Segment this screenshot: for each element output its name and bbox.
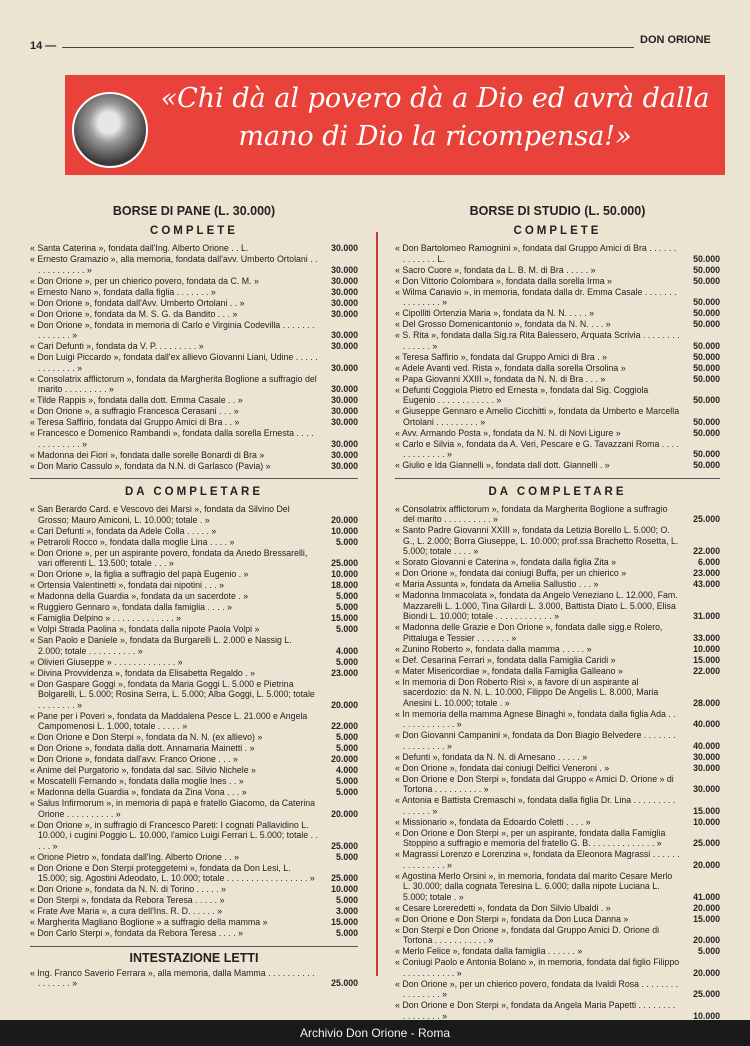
- entry-text: « Defunti Coggiola Pietro ed Ernesta », fondata dal Sig. Coggiola Eugenio . . . . . . . . . . . . »: [395, 384, 649, 405]
- entry-row: [395, 979, 720, 1000]
- entry-text: « Don Orione », per un chierico povero, fondata da C. M. »: [30, 275, 259, 286]
- entry-amount: 10.000: [331, 569, 358, 579]
- entry-text: « Don Orione e Don Sterpi », fondata da Angela Maria Papetti . . . . . . . . . . . . . . . . »: [395, 1000, 676, 1020]
- banner-quote: «Chi dà al povero dà a Dio ed avrà dalla mano di Dio la ricompensa!»: [160, 83, 710, 152]
- entry-amount: 50.000: [693, 395, 720, 405]
- entry-amount: 10.000: [693, 1010, 720, 1020]
- entry-amount: 30.000: [331, 417, 358, 427]
- entry-row: [395, 568, 720, 579]
- entry-text: « Don Sterpi e Don Orione », fondata dal Gruppo Amici D. Orione di Tortona . . . . . . . . . . . »: [395, 924, 660, 945]
- entry-row: [30, 679, 358, 711]
- entry-row: [30, 374, 358, 395]
- entry-row: [30, 928, 358, 939]
- entry-text: « Cesare Loreredetti », fondata da Don Silvio Ubaldi . »: [395, 902, 611, 913]
- entry-text: « Tilde Rappis », fondata dalla dott. Emma Casale . . »: [30, 395, 243, 405]
- entry-amount: 30.000: [331, 341, 358, 351]
- entry-text: « Don Luigi Piccardo », fondata dall'ex allievo Giovanni Liani, Udine . . . . . . . . . . . . . »: [30, 352, 318, 373]
- entry-list: [395, 504, 720, 1021]
- entry-amount: 5.000: [335, 895, 358, 905]
- entry-row: [30, 548, 358, 569]
- entry-row: [30, 743, 358, 754]
- entry-text: « Don Mario Cassulo », fondata da N.N. di Garlasco (Pavia) »: [30, 460, 271, 471]
- entry-amount: 50.000: [693, 427, 720, 438]
- entry-text: « Don Orione », fondata da M. S. G. da Bandito . . . »: [30, 308, 238, 319]
- entry-row: [395, 849, 720, 870]
- entry-list: [30, 504, 358, 939]
- entry-text: « Don Orione e Don Sterpi proteggetemi », fondata da Don Lesi, L. 15.000; sig. Agostini Adeodato, L. 10.000; totale . . . . . . . . . . . . . . . . . »: [30, 862, 315, 883]
- entry-row: [395, 243, 720, 264]
- entry-text: « Zunino Roberto », fondata dalla mamma . . . . . »: [395, 643, 592, 654]
- entry-row: [395, 590, 720, 622]
- entry-amount: 30.000: [331, 275, 358, 286]
- entry-row: [30, 657, 358, 668]
- entry-amount: 5.000: [335, 732, 358, 742]
- entry-amount: 25.000: [331, 978, 358, 988]
- entry-text: « Francesco e Domenico Rambandi », fondata dalla sorella Ernesta . . . . . . . . . . . . . »: [30, 428, 314, 449]
- entry-row: [30, 298, 358, 309]
- entry-amount: 50.000: [693, 264, 720, 275]
- entry-amount: 15.000: [693, 805, 720, 816]
- header-rule: [62, 47, 634, 48]
- right-column: [395, 200, 720, 1020]
- entry-amount: 28.000: [693, 697, 720, 708]
- entry-amount: 5.000: [335, 536, 358, 547]
- entry-amount: 30.000: [331, 449, 358, 460]
- section-divider: [30, 946, 358, 947]
- entry-row: [395, 925, 720, 946]
- entry-text: « Don Orione », per un aspirante povero, fondata da Anedo Bressarelli, vari offerenti L. 13.500; totale . . . »: [30, 547, 308, 568]
- entry-row: [395, 774, 720, 795]
- entry-text: « Adele Avanti ved. Rista », fondata dalla sorella Orsolina »: [395, 362, 626, 373]
- entry-row: [395, 677, 720, 709]
- entry-amount: 30.000: [331, 297, 358, 308]
- entry-row: [395, 871, 720, 903]
- entry-row: [395, 330, 720, 351]
- column-divider: [376, 232, 378, 976]
- entry-amount: 25.000: [331, 873, 358, 883]
- entry-amount: 20.000: [331, 808, 358, 819]
- entry-row: [30, 787, 358, 798]
- entry-amount: 43.000: [693, 579, 720, 589]
- entry-text: « Don Orione », fondata dai coniugi Buffa, per un chierico »: [395, 568, 627, 578]
- entry-row: [395, 644, 720, 655]
- entry-text: « Don Orione », fondata da N. N. di Torino . . . . . »: [30, 884, 226, 894]
- entry-amount: 10.000: [693, 643, 720, 654]
- entry-amount: 5.000: [335, 602, 358, 612]
- entry-row: [395, 308, 720, 319]
- entry-text: « Don Orione », fondata dall'avv. Franco Orione . . . »: [30, 754, 238, 764]
- entry-text: « Teresa Saffirio », fondata dal Gruppo Amici di Bra . »: [395, 351, 607, 362]
- entry-row: [395, 946, 720, 957]
- entry-amount: 50.000: [693, 319, 720, 329]
- entry-amount: 5.000: [335, 928, 358, 938]
- entry-amount: 30.000: [331, 308, 358, 319]
- entry-amount: 20.000: [693, 859, 720, 870]
- entry-row: [30, 287, 358, 298]
- section-divider: [30, 478, 358, 479]
- section-title: DA COMPLETARE: [488, 485, 627, 498]
- entry-row: [395, 406, 720, 427]
- entry-row: [395, 752, 720, 763]
- entry-row: [30, 591, 358, 602]
- entry-row: [395, 579, 720, 590]
- section-title: INTESTAZIONE LETTI: [129, 950, 259, 965]
- entry-amount: 5.000: [335, 591, 358, 601]
- entry-text: « Divina Provvidenza », fondata da Elisabetta Regaldo . »: [30, 667, 255, 678]
- entry-amount: 4.000: [335, 645, 358, 656]
- borse-studio-title: BORSE DI STUDIO (L. 50.000): [469, 204, 646, 218]
- entry-row: [30, 624, 358, 635]
- entry-row: [395, 730, 720, 751]
- entry-text: « Ruggiero Gennaro », fondata dalla famiglia . . . . »: [30, 602, 232, 612]
- entry-amount: 30.000: [331, 438, 358, 449]
- entry-row: [30, 461, 358, 472]
- entry-text: « Antonia e Battista Cremaschi », fondata dalla figlia Dr. Lina . . . . . . . . . . . . . . . »: [395, 795, 676, 816]
- entry-amount: 5.000: [335, 624, 358, 634]
- entry-amount: 20.000: [331, 699, 358, 710]
- entry-row: [30, 417, 358, 428]
- entry-text: « Don Orione », fondata dall'Avv. Umberto Ortolani . . »: [30, 297, 245, 308]
- entry-text: « Don Orione e Don Sterpi », fondata da N. N. (ex allievo) »: [30, 732, 263, 742]
- entry-text: « Don Orione », per un chierico povero, fondata da Ivaldi Rosa . . . . . . . . . . . . . . . . »: [395, 978, 679, 999]
- entry-text: « Sacro Cuore », fondata da L. B. M. di Bra . . . . . »: [395, 264, 596, 275]
- entry-row: [30, 668, 358, 679]
- entry-row: [30, 580, 358, 591]
- entry-text: « Ing. Franco Saverio Ferrara », alla memoria, dalla Mamma . . . . . . . . . . . . . . . . . »: [30, 967, 315, 988]
- entry-row: [30, 352, 358, 373]
- entry-text: « Don Sterpi », fondata da Rebora Teresa . . . . . »: [30, 895, 225, 905]
- entry-row: [395, 655, 720, 666]
- entry-row: [395, 795, 720, 816]
- entry-amount: 30.000: [331, 406, 358, 416]
- entry-row: [30, 276, 358, 287]
- entry-text: « Defunti », fondata da N. N. di Arnesano . . . . . »: [395, 751, 588, 762]
- entry-amount: 15.000: [331, 917, 358, 927]
- entry-amount: 50.000: [693, 253, 720, 264]
- entry-text: « S. Rita », fondata dalla Sig.ra Rita Balessero, Arquata Scrivia . . . . . . . . . . . . . . »: [395, 330, 680, 351]
- entry-row: [395, 374, 720, 385]
- entry-amount: 31.000: [693, 611, 720, 621]
- entry-amount: 5.000: [335, 776, 358, 786]
- entry-amount: 15.000: [331, 613, 358, 623]
- entry-amount: 50.000: [693, 373, 720, 384]
- entry-row: [30, 798, 358, 819]
- entry-text: « In memoria della mamma Agnese Binaghi », fondata dalla figlia Ada . . . . . . . . . . . . . »: [395, 708, 676, 729]
- entry-text: « Frate Ave Maria », a cura dell'Ins. R. D. . . . . . »: [30, 906, 223, 916]
- entry-amount: 25.000: [693, 514, 720, 524]
- entry-text: « Cari Defunti », fondata da Adele Colla . . . . . »: [30, 525, 217, 536]
- entry-row: [395, 957, 720, 978]
- entry-amount: 25.000: [331, 840, 358, 851]
- section-divider: [395, 478, 720, 479]
- entry-row: [395, 363, 720, 374]
- entry-amount: 22.000: [693, 546, 720, 556]
- entry-amount: 50.000: [693, 340, 720, 351]
- left-column: [30, 200, 358, 989]
- entry-row: [395, 666, 720, 677]
- entry-text: « Cipolliti Ortenzia Maria », fondata da N. N. . . . . »: [395, 308, 594, 318]
- entry-text: « Don Orione », la figlia a suffragio del papà Eugenio . »: [30, 569, 249, 579]
- entry-row: [30, 711, 358, 732]
- entry-amount: 30.000: [693, 751, 720, 762]
- entry-text: « Missionario », fondata da Edoardo Coletti . . . . »: [395, 816, 591, 827]
- entry-amount: 41.000: [693, 891, 720, 902]
- entry-row: [30, 765, 358, 776]
- entry-text: « San Berardo Card. e Vescovo dei Marsi », fondata da Silvino Del Grosso; Mauro Amiconi, L. 10.000; totale . »: [30, 504, 290, 525]
- entry-row: [395, 265, 720, 276]
- entry-text: « Santa Caterina », fondata dall'Ing. Alberto Orione . . L.: [30, 243, 249, 253]
- entry-amount: 5.000: [697, 946, 720, 956]
- entry-row: [395, 557, 720, 568]
- entry-row: [30, 602, 358, 613]
- entry-amount: 15.000: [693, 913, 720, 924]
- entry-row: [30, 776, 358, 787]
- entry-amount: 15.000: [693, 654, 720, 665]
- entry-amount: 10.000: [331, 884, 358, 894]
- entry-row: [395, 385, 720, 406]
- entry-row: [395, 709, 720, 730]
- entry-text: « Don Gaspare Goggi », fondata da Maria Goggi L. 5.000 e Pietrina Bolgarelli, L. 5.000; Rosina Serra, L. 5.000; Alba Goggi, L. 5.000; totale . . . . . . . . »: [30, 678, 315, 710]
- entry-text: « Def. Cesarina Ferrari », fondata dalla Famiglia Caridi »: [395, 654, 616, 665]
- entry-amount: 30.000: [331, 362, 358, 373]
- entry-amount: 30.000: [331, 395, 358, 405]
- entry-text: « Giulio e Ida Giannelli », fondata dall dott. Giannelli . »: [395, 460, 610, 470]
- entry-row: [30, 537, 358, 548]
- entry-amount: 5.000: [335, 787, 358, 797]
- entry-amount: 50.000: [693, 297, 720, 307]
- entry-row: [30, 863, 358, 884]
- portrait-photo: [72, 92, 148, 168]
- entry-text: « Olivieri Giuseppe » . . . . . . . . . . . . . »: [30, 656, 183, 667]
- entry-amount: 25.000: [693, 838, 720, 848]
- entry-text: « Wilma Canavio », in memoria, fondata dalla dr. Emma Casale . . . . . . . . . . . . . . . »: [395, 286, 677, 307]
- borse-pane-title: BORSE DI PANE (L. 30.000): [112, 204, 276, 218]
- entry-text: « Maria Assunta », fondata da Amelia Sallustio . . . »: [395, 579, 599, 589]
- entry-row: [30, 395, 358, 406]
- entry-row: [395, 763, 720, 774]
- entry-text: « Madonna dei Fiori », fondata dalle sorelle Bonardi di Bra »: [30, 449, 265, 460]
- entry-text: « Madonna delle Grazie e Don Orione », fondata dalle sigg.e Rolero, Pittaluga e Tessier . . . . . . . »: [395, 622, 663, 643]
- entry-row: [395, 903, 720, 914]
- entry-text: « Ernesto Nano », fondata dalla figlia . . . . . . . »: [30, 286, 216, 297]
- entry-text: « Consolatrix afflictorum », fondata da Margherita Boglione a suffragio del marito . . . . . . . . . . »: [395, 503, 668, 524]
- entry-list: [30, 243, 358, 471]
- entry-amount: 50.000: [693, 460, 720, 470]
- entry-text: « Don Bartolomeo Ramognini », fondata dal Gruppo Amici di Bra . . . . . . . . . . . . . L.: [395, 243, 677, 264]
- entry-amount: 20.000: [693, 935, 720, 945]
- entry-amount: 22.000: [331, 721, 358, 731]
- entry-text: « Volpi Strada Paolina », fondata dalla nipote Paola Volpi »: [30, 624, 260, 634]
- entry-text: « Don Carlo Sterpi », fondata da Rebora Teresa . . . . »: [30, 928, 244, 938]
- entry-text: « Don Orione », a suffragio Francesca Cerasani . . . »: [30, 406, 239, 416]
- entry-amount: 30.000: [693, 762, 720, 773]
- entry-amount: 50.000: [693, 275, 720, 286]
- entry-text: « Don Vittorio Colombara », fondata dalla sorella Irma »: [395, 275, 612, 286]
- entry-text: « Don Orione e Don Sterpi », fondata da Don Luca Danna »: [395, 913, 629, 924]
- entry-text: « Papa Giovanni XXIII », fondata da N. N. di Bra . . . »: [395, 373, 606, 384]
- entry-text: « Don Orione », fondata dai coniugi Delfici Veneroni . »: [395, 762, 610, 773]
- entry-row: [395, 525, 720, 557]
- entry-row: [30, 852, 358, 863]
- entry-text: « Magrassi Lorenzo e Lorenzina », fondata da Eleonora Magrassi . . . . . . . . . . . . . . . »: [395, 849, 680, 870]
- entry-amount: 50.000: [693, 351, 720, 362]
- entry-amount: 25.000: [331, 558, 358, 568]
- entry-text: « Ortensia Valentinetti », fondata dai nipotini . . . »: [30, 580, 224, 590]
- entry-amount: 22.000: [693, 665, 720, 676]
- entry-row: [30, 504, 358, 525]
- entry-text: « Cari Defunti », fondata da V. P. . . . . . . . . »: [30, 341, 204, 351]
- section-title: COMPLETE: [513, 225, 602, 237]
- entry-text: « Madonna Immacolata », fondata da Angelo Veneziano L. 12.000, Fam. Mazzarelli L. 1.000, Tina Gilardi L. 3.000, Battista Diato L. 5.000, Elisa Biondi L. 10.000; totale . . . . . . . . . . . . »: [395, 590, 678, 621]
- entry-amount: 5.000: [335, 656, 358, 667]
- entry-amount: 30.000: [331, 384, 358, 394]
- entry-text: « Ernesto Gramazio », alla memoria, fondata dall'avv. Umberto Ortolani . . . . . . . . . . . . »: [30, 254, 318, 275]
- entry-row: [30, 254, 358, 275]
- entry-amount: 50.000: [693, 308, 720, 318]
- entry-text: « Mater Misericordiae », fondata dalla Famiglia Galleano »: [395, 665, 623, 676]
- entry-amount: 4.000: [335, 765, 358, 775]
- entry-amount: 50.000: [693, 416, 720, 427]
- entry-row: [30, 884, 358, 895]
- entry-amount: 23.000: [693, 568, 720, 578]
- entry-row: [30, 917, 358, 928]
- section-title: COMPLETE: [150, 225, 238, 237]
- entry-row: [30, 406, 358, 417]
- entry-row: [395, 287, 720, 308]
- entry-text: « Carlo e Silvia », fondata da A. Veri, Pescare e G. Tavazzani Roma . . . . . . . . . . . . . »: [395, 438, 679, 459]
- entry-amount: 50.000: [693, 449, 720, 459]
- entry-text: « Don Orione e Don Sterpi », per un aspirante, fondata dalla Famiglia Stoppino a suffragio e memoria del fratello G. B. . . . . . . . . . . . . . »: [395, 827, 666, 848]
- entry-row: [30, 428, 358, 449]
- entry-amount: 5.000: [335, 851, 358, 862]
- entry-row: [30, 569, 358, 580]
- entry-row: [395, 828, 720, 849]
- entry-row: [395, 817, 720, 828]
- entry-row: [395, 460, 720, 471]
- entry-amount: 30.000: [331, 286, 358, 297]
- entry-amount: 20.000: [693, 902, 720, 913]
- entry-row: [30, 820, 358, 852]
- entry-text: « Don Orione », fondata dalla dott. Annamaria Mainetti . »: [30, 743, 255, 753]
- entry-row: [395, 428, 720, 439]
- magazine-name: DON ORIONE: [640, 34, 711, 46]
- entry-text: « Madonna della Guardia », fondata da un sacerdote . »: [30, 591, 249, 601]
- entry-text: « Sorato Giovanni e Caterina », fondata dalla figlia Zita »: [395, 557, 617, 567]
- entry-row: [395, 504, 720, 525]
- entry-row: [395, 622, 720, 643]
- section-title: DA COMPLETARE: [124, 486, 264, 498]
- page-number: 14 —: [30, 40, 57, 52]
- entry-text: « Don Orione e Don Sterpi », fondata dal Gruppo « Amici D. Orione » di Tortona . . . . . . . . . . »: [395, 773, 674, 794]
- entry-text: « Don Orione », fondata in memoria di Carlo e Virginia Codevilla . . . . . . . . . . . . . . »: [30, 319, 315, 340]
- entry-amount: 10.000: [693, 816, 720, 827]
- entry-text: « Merlo Felice », fondata dalla famiglia . . . . . . »: [395, 946, 583, 956]
- entry-text: « Anime del Purgatorio », fondata dal sac. Silvio Nichele »: [30, 765, 256, 775]
- entry-amount: 30.000: [331, 460, 358, 471]
- entry-row: [30, 613, 358, 624]
- entry-row: [30, 450, 358, 461]
- entry-amount: 23.000: [331, 667, 358, 678]
- entry-row: [30, 732, 358, 743]
- entry-text: « Giuseppe Gennaro e Amelio Cicchitti », fondata da Umberto e Marcella Ortolani . . . . . . . . . »: [395, 406, 680, 427]
- entry-text: « Teresa Saffirio, fondata dal Gruppo Amici di Bra . . »: [30, 417, 240, 427]
- entry-text: « Don Orione », in suffragio di Francesco Pareti: I cognati Pallavidino L. 10.000, i cugini Poggio L. 10.000, l'amico Luigi Ferrari L. 5.000; totale . . . . . »: [30, 819, 318, 851]
- entry-amount: 40.000: [693, 740, 720, 751]
- entry-amount: 10.000: [331, 525, 358, 536]
- entry-row: [30, 635, 358, 656]
- entry-row: [395, 352, 720, 363]
- entry-amount: 25.000: [693, 989, 720, 999]
- entry-row: [30, 341, 358, 352]
- entry-row: [395, 439, 720, 460]
- entry-amount: 30.000: [331, 264, 358, 275]
- entry-text: « Consolatrix afflictorum », fondata da Margherita Boglione a suffragio del marito . . . . . . . . . »: [30, 373, 317, 394]
- entry-text: « Santo Padre Giovanni XXIII », fondata da Letizia Borello L. 5.000; O. G., L. 2.000; Borra Giuseppe, L. 10.000; prof.ssa Brachetto Rosetta, L. 5.000; totale . . . . »: [395, 525, 679, 556]
- entry-row: [30, 243, 358, 254]
- entry-row: [395, 276, 720, 287]
- entry-amount: 20.000: [693, 967, 720, 978]
- entry-text: « Madonna della Guardia », fondata da Zina Vona . . . »: [30, 787, 247, 797]
- entry-row: [30, 906, 358, 917]
- entry-text: « Del Grosso Domenicantonio », fondata da N. N. . . . »: [395, 319, 611, 329]
- entry-text: « Agostina Merlo Orsini », in memoria, fondata dal marito Cesare Merlo L. 30.000; dalla cognata Teresina L. 6.000; dalla nipote Luciana L. 5.000; totale . »: [395, 870, 673, 902]
- entry-row: [395, 914, 720, 925]
- archive-caption: Archivio Don Orione - Roma: [299, 1026, 451, 1040]
- entry-amount: 3.000: [335, 906, 358, 916]
- entry-row: [30, 320, 358, 341]
- entry-text: « San Paolo e Daniele », fondata da Burgarelli L. 2.000 e Nassig L. 2.000; totale . . . . . . . . . . »: [30, 635, 292, 656]
- entry-text: « Moscatelli Fernando », fondata dalla moglie Ines . . »: [30, 776, 244, 786]
- entry-amount: 5.000: [335, 743, 358, 753]
- entry-amount: 30.000: [693, 784, 720, 794]
- entry-text: « Margherita Magliano Boglione » a suffragio della mamma »: [30, 917, 268, 927]
- entry-list: [395, 243, 720, 471]
- entry-amount: 18.000: [331, 580, 358, 590]
- entry-row: [30, 526, 358, 537]
- entry-row: [30, 754, 358, 765]
- entry-amount: 33.000: [693, 632, 720, 643]
- entry-text: « Famiglia Delpino » . . . . . . . . . . . . . »: [30, 613, 182, 623]
- entry-amount: 6.000: [697, 557, 720, 567]
- entry-row: [395, 319, 720, 330]
- entry-text: « Avv. Armando Posta », fondata da N. N. di Novi Ligure »: [395, 427, 621, 438]
- entry-amount: 30.000: [331, 330, 358, 340]
- entry-text: « Don Giovanni Campanini », fondata da Don Biagio Belvedere . . . . . . . . . . . . . . . . »: [395, 730, 676, 751]
- entry-text: « Orione Pietro », fondata dall'Ing. Alberto Orione . . »: [30, 851, 240, 862]
- entry-amount: 40.000: [693, 719, 720, 729]
- entry-text: « Salus Infirmorum », in memoria di papà e fratello Giacomo, da Caterina Orione . . . . . . . . . . »: [30, 798, 316, 819]
- entry-amount: 50.000: [693, 362, 720, 373]
- entry-list: [30, 968, 358, 989]
- entry-amount: 20.000: [331, 754, 358, 764]
- entry-amount: 30.000: [331, 243, 358, 253]
- entry-text: « Coniugi Paolo e Antonia Bolano », in memoria, fondata dal figlio Filippo . . . . . . . . . . . »: [395, 957, 680, 978]
- entry-amount: 20.000: [331, 514, 358, 525]
- entry-text: « In memoria di Don Roberto Risi », a favore di un aspirante al sacerdozio: da N. N. L. 10.000, Filippo De Angelis L. 8.000, Maria Anesini L. 10.000; totale . »: [395, 676, 659, 708]
- entry-row: [30, 309, 358, 320]
- entry-row: [30, 895, 358, 906]
- entry-row: [30, 968, 358, 989]
- entry-row: [395, 1000, 720, 1020]
- entry-text: « Petraroli Rocco », fondata dalla moglie Lina . . . . »: [30, 536, 235, 547]
- entry-text: « Pane per i Poveri », fondata da Maddalena Pesce L. 21.000 e Angela Campomenosi L. 1.000, totale . . . . . »: [30, 710, 308, 731]
